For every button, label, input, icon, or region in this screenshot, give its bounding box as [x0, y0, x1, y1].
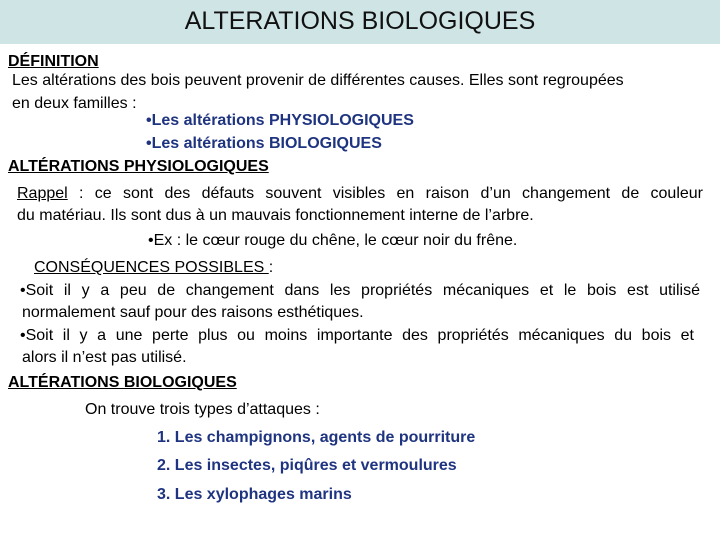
- definition-item-physiologiques: •Les altérations PHYSIOLOGIQUES: [146, 112, 414, 129]
- consequences-colon: :: [268, 259, 274, 276]
- definition-heading: DÉFINITION: [8, 53, 99, 70]
- physio-rappel-line-1: [17, 184, 703, 204]
- rappel-label: Rappel: [17, 185, 68, 202]
- consequence-2-line-2: alors il n’est pas utilisé.: [22, 349, 187, 366]
- bio-intro: On trouve trois types d’attaques :: [85, 401, 320, 418]
- physio-example: •Ex : le cœur rouge du chêne, le cœur noir du frêne.: [148, 232, 518, 249]
- consequences-label: CONSÉQUENCES POSSIBLES: [34, 259, 269, 276]
- bio-heading: ALTÉRATIONS BIOLOGIQUES: [8, 374, 237, 391]
- page-title: ALTERATIONS BIOLOGIQUES: [184, 7, 536, 35]
- rappel-text: : ce sont des défauts souvent visibles en raison d’un changement de couleur: [67, 185, 703, 202]
- consequence-2-line-1: •Soit il y a une perte plus ou moins importante des propriétés mécaniques du bois et: [20, 327, 694, 344]
- bio-item-xylophages: 3. Les xylophages marins: [157, 486, 352, 503]
- physio-heading: ALTÉRATIONS PHYSIOLOGIQUES: [8, 158, 269, 175]
- definition-item-biologiques: •Les altérations BIOLOGIQUES: [146, 135, 382, 152]
- consequence-1-line-1: •Soit il y a peu de changement dans les propriétés mécaniques et le bois est utilisé: [20, 282, 700, 299]
- physio-rappel-line-2: du matériau. Ils sont dus à un mauvais fonctionnement interne de l’arbre.: [17, 207, 534, 224]
- consequence-1-line-2: normalement sauf pour des raisons esthétiques.: [22, 304, 364, 321]
- title-bar: [0, 0, 720, 44]
- bio-item-insectes: 2. Les insectes, piqûres et vermoulures: [157, 457, 457, 474]
- bio-item-champignons: 1. Les champignons, agents de pourriture: [157, 429, 476, 446]
- definition-line-2: en deux familles :: [12, 95, 137, 112]
- consequences-heading: [34, 258, 273, 278]
- definition-line-1: Les altérations des bois peuvent provenir de différentes causes. Elles sont regroupées: [12, 72, 624, 89]
